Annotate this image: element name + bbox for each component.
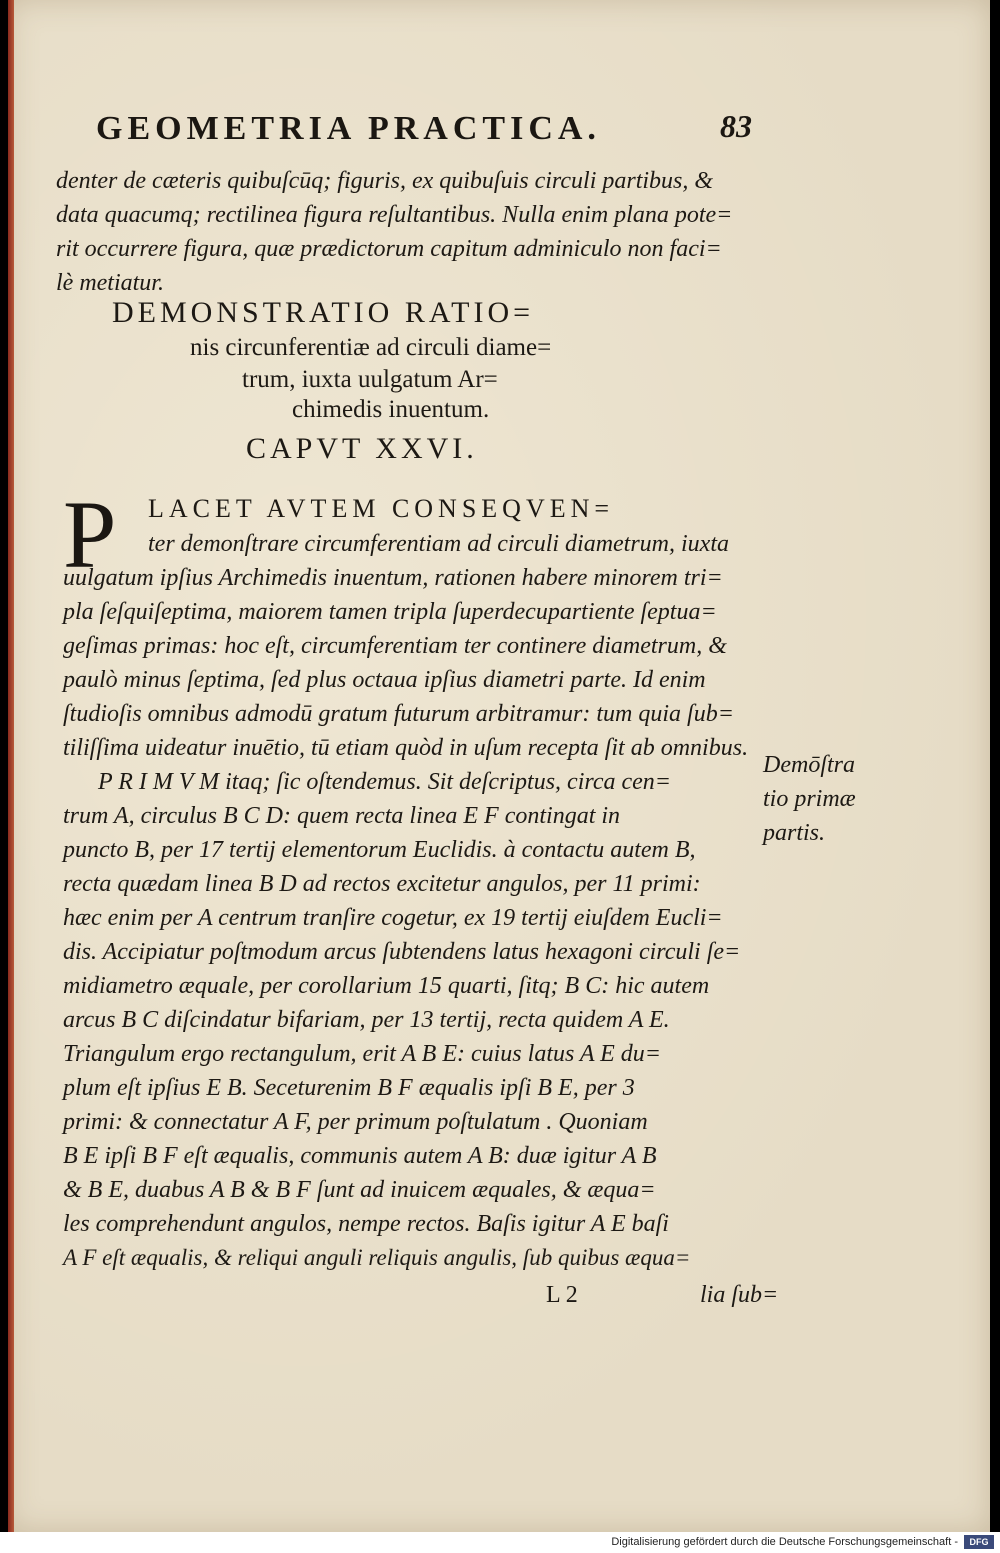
chapter-title-line: nis circunferentiæ ad circuli diame= (190, 334, 552, 361)
text-line: pla ſeſquiſeptima, maiorem tamen tripla ſuperdecupartiente ſeptua= (63, 599, 717, 625)
text-line: trum A, circulus B C D: quem recta linea E F contingat in (63, 803, 621, 829)
text-line: ſtudioſis omnibus admodū gratum futurum arbitramur: tum quia ſub= (63, 701, 734, 727)
book-page (8, 0, 990, 1532)
text-line: arcus B C diſcindatur bifariam, per 13 tertij, recta quidem A E. (63, 1007, 670, 1033)
text-line: midiametro æquale, per corollarium 15 quarti, ſitq; B C: hic autem (63, 973, 710, 999)
text-line: ter demonſtrare circumferentiam ad circuli diametrum, iuxta (148, 531, 730, 557)
text-line: data quacumq; rectilinea figura reſultantibus. Nulla enim plana pote= (56, 202, 733, 228)
text-line: recta quædam linea B D ad rectos excitetur angulos, per 11 primi: (63, 871, 701, 897)
text-line: Triangulum ergo rectangulum, erit A B E: cuius latus A E du= (63, 1041, 661, 1067)
text-line: geſimas primas: hoc eſt, circumferentiam ter continere diametrum, & (63, 633, 727, 659)
text-line: paulò minus ſeptima, ſed plus octaua ipſius diametri parte. Id enim (63, 667, 706, 693)
text-line: P R I M V M itaq; ſic oſtendemus. Sit deſcriptus, circa cen= (98, 769, 671, 795)
page-number: 83 (720, 108, 752, 144)
margin-note: partis. (763, 820, 826, 846)
text-line: B E ipſi B F eſt æqualis, communis autem A B: duæ igitur A B (63, 1143, 657, 1169)
text-line: lè metiatur. (56, 270, 164, 296)
text-line: denter de cæteris quibuſcūq; figuris, ex quibuſuis circuli partibus, & (56, 168, 714, 194)
text-line: plum eſt ipſius E B. Seceturenim B F æqualis ipſi B E, per 3 (63, 1075, 635, 1101)
chapter-title-line: trum, iuxta uulgatum Ar= (242, 366, 498, 393)
running-head: GEOMETRIA PRACTICA. (96, 110, 601, 147)
chapter-title: DEMONSTRATIO RATIO= (112, 296, 535, 329)
footer-bar (0, 1532, 1000, 1553)
text-line: A F eſt æqualis, & reliqui anguli reliquis angulis, ſub quibus æqua= (63, 1245, 691, 1270)
text-line: hæc enim per A centrum tranſire cogetur, ex 19 tertij eiuſdem Eucli= (63, 905, 723, 931)
drop-cap: P (63, 481, 117, 588)
text-line-caps: LACET AVTEM CONSEQVEN= (148, 494, 615, 523)
text-line: uulgatum ipſius Archimedis inuentum, rationen habere minorem tri= (63, 565, 723, 591)
signature-mark: L 2 (546, 1282, 578, 1308)
text-line: rit occurrere figura, quæ prædictorum capitum adminiculo non faci= (56, 236, 722, 262)
text-line: les comprehendunt angulos, nempe rectos. Baſis igitur A E baſi (63, 1211, 669, 1237)
text-line: puncto B, per 17 tertij elementorum Euclidis. à contactu autem B, (63, 837, 696, 863)
page-edge (8, 0, 14, 1532)
chapter-title-line: chimedis inuentum. (292, 396, 490, 423)
text-line: & B E, duabus A B & B F ſunt ad inuicem æquales, & æqua= (63, 1177, 656, 1203)
margin-note: tio primæ (763, 786, 856, 812)
text-line: dis. Accipiatur poſtmodum arcus ſubtendens latus hexagoni circuli ſe= (63, 939, 741, 965)
chapter-number: CAPVT XXVI. (246, 432, 478, 465)
text-line: primi: & connectatur A F, per primum poſtulatum . Quoniam (63, 1109, 648, 1135)
catchword: lia ſub= (700, 1282, 779, 1308)
footer-credit: Digitalisierung gefördert durch die Deutsche Forschungsgemeinschaft - (611, 1536, 958, 1548)
margin-note: Demōſtra (763, 752, 855, 778)
text-line: tiliſſima uideatur inuētio, tū etiam quòd in uſum recepta ſit ab omnibus. (63, 735, 749, 761)
dfg-logo-icon: DFG (964, 1535, 994, 1549)
